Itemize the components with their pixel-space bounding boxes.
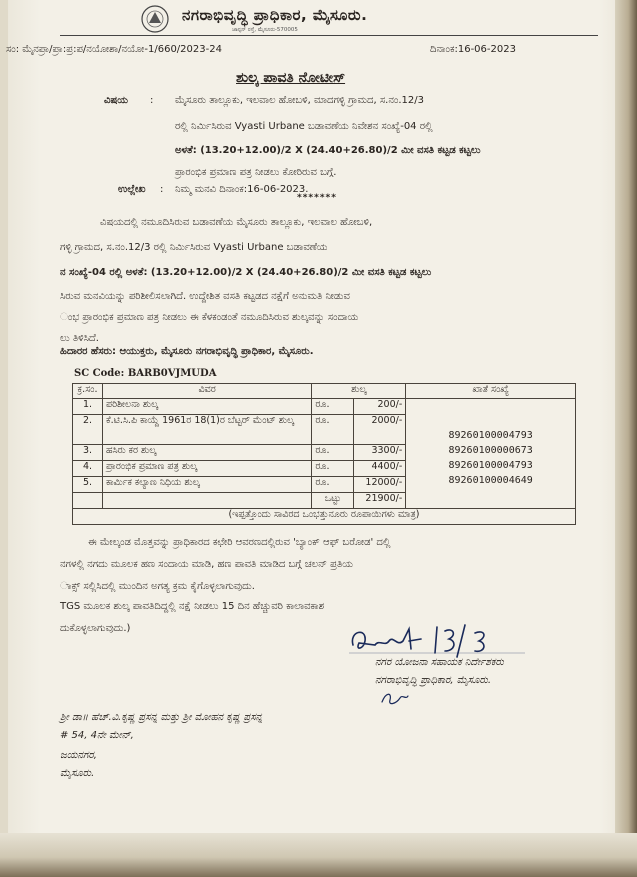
page-edge-bottom: [0, 833, 637, 877]
body-line-1: ವಿಷಯದಲ್ಲಿ ನಮೂದಿಸಿರುವ ಬಡಾವಣೆಯ ಮೈಸೂರು ತಾಲ್ಲೂಕು, ಇಲವಾಲ ಹೋಬಳಿ,: [100, 217, 373, 228]
reference-text: ನಿಮ್ಮ ಮನವಿ ದಿನಾಂಕ:16-06-2023.: [175, 184, 309, 195]
body-line-5: ಂಭ ಪ್ರಾರಂಭಿಕ ಪ್ರಮಾಣ ಪತ್ರ ನೀಡಲು ಈ ಕೆಳಕಂಡಂತೆ ನಮೂದಿಸಿರುವ ಶುಲ್ಕವನ್ನು ಸಂದಾಯ: [60, 312, 359, 323]
row-no: 5.: [73, 477, 103, 493]
reference-colon: :: [160, 184, 164, 195]
instructions-line-2: ನಗಳಲ್ಲಿ ನಗದು ಮೂಲಕ ಹಣ ಸಂದಾಯ ಮಾಡಿ, ಹಣ ಪಾವತಿ ಮಾಡಿದ ಬಗ್ಗೆ ಚಲನ್ ಪ್ರತಿಯ: [60, 559, 353, 570]
table-header-row: [73, 384, 576, 399]
row-desc: ಹಸಿರು ಕರ ಶುಲ್ಕ: [102, 445, 311, 461]
table-row: [73, 399, 576, 415]
payee-name: ಹಿದಾರರ ಹೆಸರು: ಆಯುಕ್ತರು, ಮೈಸೂರು ನಗರಾಭಿವೃದ್ಧಿ ಪ್ರಾಧಿಕಾರ, ಮೈಸೂರು.: [60, 346, 314, 357]
body-line-3: ನ ಸಂಖ್ಯೆ-04 ರಲ್ಲಿ ಅಳತೆ: (13.20+12.00)/2 X (24.40+26.80)/2 ಮೀ ವಸತಿ ಕಟ್ಟಡ ಕಟ್ಟಲು: [60, 267, 432, 278]
subject-label: ವಿಷಯ: [104, 95, 128, 106]
row-amount: 200/-: [354, 399, 406, 415]
rtgs-line-1: TGS ಮೂಲಕ ಶುಲ್ಕ ಪಾವತಿದಿದ್ದಲ್ಲಿ ನಕ್ಷೆ ನೀಡಲು 15 ದಿನ ಹೆಚ್ಚುವರಿ ಕಾಲಾವಕಾಶ: [60, 601, 325, 612]
account-numbers: [406, 399, 576, 509]
amount-in-words: (ಇಪ್ಪತ್ತೊಂದು ಸಾವಿರದ ಒಂಭತ್ತುನೂರು ರೂಪಾಯಿಗಳು ಮಾತ್ರ): [73, 509, 576, 525]
row-amount: 12000/-: [354, 477, 406, 493]
total-amount: 21900/-: [354, 493, 406, 509]
fee-table: [72, 383, 576, 525]
col-header-fee: ಶುಲ್ಕ: [312, 384, 406, 399]
organization-address: ಜಾನ್ಸನ್ ರಸ್ತೆ, ಮೈಸೂರು-570005: [232, 27, 298, 33]
page-edge-right: [615, 0, 637, 877]
address-line-4: ಮೈಸೂರು.: [60, 768, 95, 779]
total-blank: [102, 493, 311, 509]
organization-name: ನಗರಾಭಿವೃದ್ಧಿ ಪ್ರಾಧಿಕಾರ, ಮೈಸೂರು.: [182, 6, 368, 24]
body-line-4: ಸಿರುವ ಮನವಿಯನ್ನು ಪರಿಶೀಲಿಸಲಾಗಿದೆ. ಉದ್ದೇಶಿತ ವಸತಿ ಕಟ್ಟಡದ ನಕ್ಷೆಗೆ ಅನುಮತಿ ನೀಡುವ: [60, 291, 350, 302]
amount-words-row: [73, 509, 576, 525]
subject-line-4: ಪ್ರಾರಂಭಿಕ ಪ್ರಮಾಣ ಪತ್ರ ನೀಡಲು ಕೋರಿರುವ ಬಗ್ಗೆ.: [175, 167, 337, 178]
rtgs-line-2: ದುಕೊಳ್ಳಲಾಗುವುದು.): [60, 623, 131, 634]
ifsc-code: SC Code: BARB0VJMUDA: [74, 368, 217, 379]
reference-number: ಸಂ: ಮೈನಪ್ರಾ/ಪ್ರಾ:ಪ್ರ:ಪ/ನಯೋಶಾ/ನಯೋ-1/660/2023-24: [6, 44, 222, 55]
col-header-account: ಖಾತೆ ಸಂಖ್ಯೆ: [406, 384, 576, 399]
handwritten-signature: [345, 623, 535, 659]
row-currency: ರೂ.: [312, 415, 354, 445]
body-line-6: ಲು ತಿಳಿಸಿದೆ.: [60, 333, 99, 344]
total-blank: [73, 493, 103, 509]
body-line-2: ಗಳ್ಳಿ ಗ್ರಾಮದ, ಸ.ನಂ.12/3 ರಲ್ಲಿ ನಿರ್ಮಿಸಿರುವ Vyasti Urbane ಬಡಾವಣೆಯ: [60, 242, 328, 253]
row-amount: 4400/-: [354, 461, 406, 477]
total-label: ಒಟ್ಟು: [312, 493, 354, 509]
address-line-3: ಜಯನಗರ,: [60, 750, 97, 761]
account-number: 89260100004793: [448, 429, 533, 441]
payment-instructions: [60, 532, 560, 598]
subject-colon: :: [150, 95, 154, 106]
signatory-office: ನಗರಾಭಿವೃದ್ಧಿ ಪ್ರಾಧಿಕಾರ, ಮೈಸೂರು.: [375, 675, 491, 686]
row-no: 4.: [73, 461, 103, 477]
instructions-line-1: ಈ ಮೇಲ್ಕಂಡ ಮೊತ್ತವನ್ನು ಪ್ರಾಧಿಕಾರದ ಕಛೇರಿ ಆವರಣದಲ್ಲಿರುವ 'ಬ್ಯಾಂಕ್ ಆಫ್ ಬರೋಡ' ದಲ್ಲಿ: [88, 537, 391, 548]
row-currency: ರೂ.: [312, 477, 354, 493]
emblem-logo: [140, 4, 170, 34]
account-number: 89260100004793: [448, 459, 533, 471]
row-no: 2.: [73, 415, 103, 445]
row-currency: ರೂ.: [312, 461, 354, 477]
subject-line-1: ಮೈಸೂರು ತಾಲ್ಲೂಕು, ಇಲವಾಲ ಹೋಬಳಿ, ಮಾದಗಳ್ಳಿ ಗ್ರಾಮದ, ಸ.ನಂ.12/3: [175, 95, 424, 106]
row-amount: 2000/-: [354, 415, 406, 445]
address-line-2: # 54, 4ನೇ ಮೇನ್,: [60, 730, 134, 741]
address-line-1: ಶ್ರೀ ಡಾ॥ ಹೆಚ್.ವಿ.ಕೃಷ್ಣ ಪ್ರಸನ್ನ ಮತ್ತು ಶ್ರೀ ಮೋಹನ ಕೃಷ್ಣ ಪ್ರಸನ್ನ: [60, 712, 263, 723]
col-header-desc: ವಿವರ: [102, 384, 311, 399]
account-number: 89260100000673: [448, 444, 533, 456]
separator-stars: *******: [297, 193, 337, 203]
subject-line-2: ರಲ್ಲಿ ನಿರ್ಮಿಸಿರುವ Vyasti Urbane ಬಡಾವಣೆಯ ನಿವೇಶನ ಸಂಖ್ಯೆ-04 ರಲ್ಲಿ: [175, 121, 433, 132]
col-header-no: ಕ್ರ.ಸಂ.: [73, 384, 103, 399]
subject-line-3: ಅಳತೆ: (13.20+12.00)/2 X (24.40+26.80)/2 ಮೀ ವಸತಿ ಕಟ್ಟಡ ಕಟ್ಟಲು: [175, 145, 481, 156]
instructions-line-3: ಾಕ್ಸ್ ಸಲ್ಲಿಸಿದಲ್ಲಿ ಮುಂದಿನ ಅಗತ್ಯ ಕ್ರಮ ಕೈಗೊಳ್ಳಲಾಗುವುದು.: [60, 581, 255, 592]
row-currency: ರೂ.: [312, 399, 354, 415]
page-edge-left: [0, 0, 8, 877]
row-desc: ಕೆ.ಟಿ.ಸಿ.ಪಿ ಕಾಯ್ದೆ 1961ರ 18(1)ರ ಬೆಟ್ಟರ್ ಮೆಂಟ್ ಶುಲ್ಕ: [102, 415, 311, 445]
row-desc: ಪರಿಶೀಲನಾ ಶುಲ್ಕ: [102, 399, 311, 415]
row-currency: ರೂ.: [312, 445, 354, 461]
reference-label: ಉಲ್ಲೇಖ: [118, 184, 146, 195]
row-desc: ಕಾರ್ಮಿಕ ಕಲ್ಯಾಣ ನಿಧಿಯ ಶುಲ್ಕ: [102, 477, 311, 493]
row-no: 3.: [73, 445, 103, 461]
initial-mark: [380, 690, 410, 708]
header-divider: [60, 35, 598, 36]
signatory-designation: ನಗರ ಯೋಜನಾ ಸಹಾಯಕ ನಿರ್ದೇಶಕರು: [375, 657, 504, 668]
row-desc: ಪ್ರಾರಂಭಿಕ ಪ್ರಮಾಣ ಪತ್ರ ಶುಲ್ಕ: [102, 461, 311, 477]
notice-date: ದಿನಾಂಕ:16-06-2023: [430, 44, 516, 55]
account-number: 89260100004649: [448, 474, 533, 486]
row-amount: 3300/-: [354, 445, 406, 461]
notice-title: ಶುಲ್ಕ ಪಾವತಿ ನೋಟೀಸ್: [236, 70, 346, 86]
row-no: 1.: [73, 399, 103, 415]
